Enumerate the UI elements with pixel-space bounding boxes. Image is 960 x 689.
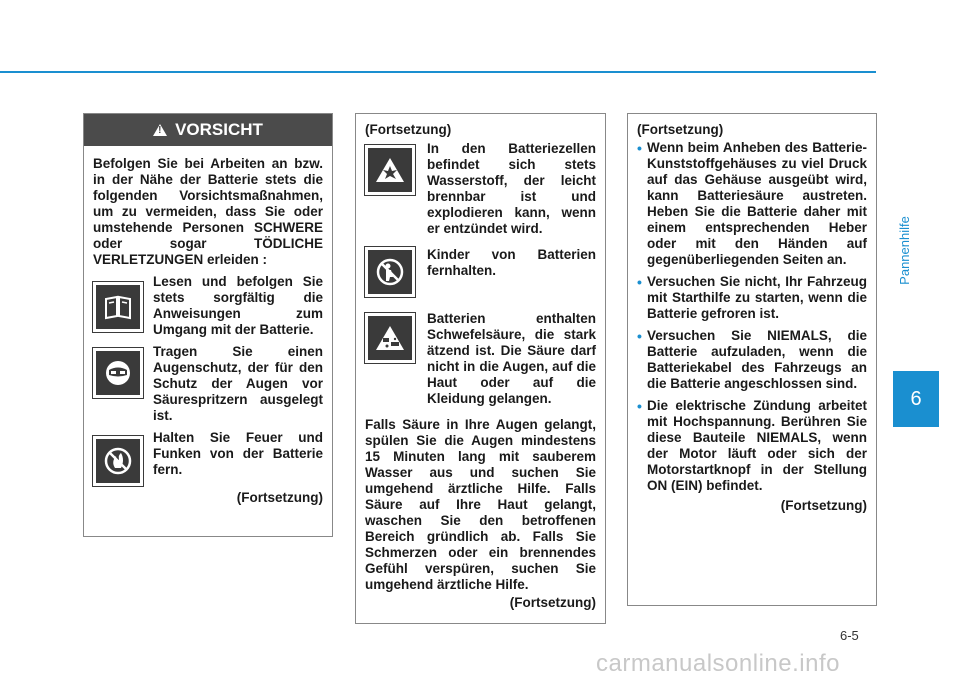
continued-label: (Fortsetzung) xyxy=(236,490,323,505)
chapter-tab: 6 xyxy=(893,371,939,427)
caution-item-text: Kinder von Batterien fernhalten. xyxy=(427,247,596,278)
caution-item xyxy=(365,247,596,297)
continued-heading: (Fortsetzung) xyxy=(365,122,452,137)
caution-item-text: Lesen und befolgen Sie stets sorgfältig die Anweisungen zum Umgang mit der Batterie. xyxy=(153,274,323,337)
top-rule xyxy=(0,71,876,73)
bullet-text: Die elektrische Zündung arbeitet mit Hochspannung. Berühren Sie diese Bauteile NIEMALS, wenn der Motor läuft oder sich der Motorstartknopf in der Stellung ON (EIN) befindet. xyxy=(647,398,867,493)
manual-book-icon xyxy=(93,282,143,332)
continued-label: (Fortsetzung) xyxy=(780,498,867,513)
acid-first-aid-paragraph: Falls Säure in Ihre Augen gelangt, spülen Sie die Augen mindestens 15 Minuten lang mit sauberem Wasser aus und suchen Sie umgehend ärztliche Hilfe. Falls Säure auf Ihre Haut gelangt, waschen Sie den betroffenen Bereich gründlich ab. Falls Sie Schmerzen oder ein brennendes Gefühl verspüren, suchen Sie umgehend ärztliche Hilfe. xyxy=(365,417,596,592)
no-children-icon xyxy=(365,247,415,297)
bullet-item xyxy=(637,140,867,268)
acid-corrosion-icon xyxy=(365,313,415,363)
bullet-dot-icon: • xyxy=(637,140,642,156)
continued-label: (Fortsetzung) xyxy=(509,595,596,610)
caution-item-text: Halten Sie Feuer und Funken von der Batterie fern. xyxy=(153,430,323,477)
bullet-item xyxy=(637,274,867,322)
explosion-icon xyxy=(365,145,415,195)
eye-protection-icon xyxy=(93,348,143,398)
bullet-dot-icon: • xyxy=(637,328,642,344)
caution-item xyxy=(365,311,596,407)
bullet-item xyxy=(637,398,867,494)
caution-header xyxy=(84,114,332,146)
watermark: carmanualsonline.info xyxy=(596,650,840,677)
bullet-item xyxy=(637,328,867,392)
caution-item xyxy=(93,274,323,338)
bullet-dot-icon: • xyxy=(637,398,642,414)
continuation-box-3 xyxy=(627,113,877,606)
caution-item xyxy=(93,344,323,424)
caution-item-text: Batterien enthalten Schwefelsäure, die stark ätzend ist. Die Säure darf nicht in die Augen, auf die Haut oder auf die Kleidung gelangen. xyxy=(427,311,596,406)
caution-item xyxy=(93,430,323,486)
caution-item xyxy=(365,141,596,237)
no-fire-icon xyxy=(93,436,143,486)
bullet-text: Wenn beim Anheben des Batterie-Kunststoffgehäuses zu viel Druck auf das Gehäuse ausgeübt wird, kann Batteriesäure austreten. Heben Sie die Batterie daher mit einem entsprechenden Heber oder mit den Händen auf gegenüberliegenden Seiten an. xyxy=(647,140,867,267)
page-number: 6-5 xyxy=(840,628,859,643)
bullet-dot-icon: • xyxy=(637,274,642,290)
caution-item-text: Tragen Sie einen Augenschutz, der für den Schutz der Augen vor Säurespritzern ausgelegt ist. xyxy=(153,344,323,423)
bullet-text: Versuchen Sie nicht, Ihr Fahrzeug mit Starthilfe zu starten, wenn die Batterie gefroren ist. xyxy=(647,274,867,321)
section-side-title: Pannenhilfe xyxy=(896,215,912,285)
caution-title: VORSICHT xyxy=(175,120,263,139)
continued-heading: (Fortsetzung) xyxy=(637,122,724,137)
continuation-box-2 xyxy=(355,113,606,624)
caution-intro: Befolgen Sie bei Arbeiten an bzw. in der Nähe der Batterie stets die folgenden Vorsichtsmaßnahmen, um zu vermeiden, dass Sie oder umstehende Personen SCHWERE oder sogar TÖDLICHE VERLETZUNGEN erleiden : xyxy=(93,156,323,267)
caution-item-text: In den Batteriezellen befindet sich stets Wasserstoff, der leicht brennbar ist und explodieren kann, wenn er entzündet wird. xyxy=(427,141,596,236)
warning-triangle-icon xyxy=(153,124,167,136)
bullet-text: Versuchen Sie NIEMALS, die Batterie aufzuladen, wenn die Batteriekabel des Fahrzeugs an die Batterie angeschlossen sind. xyxy=(647,328,867,391)
caution-box xyxy=(83,113,333,537)
